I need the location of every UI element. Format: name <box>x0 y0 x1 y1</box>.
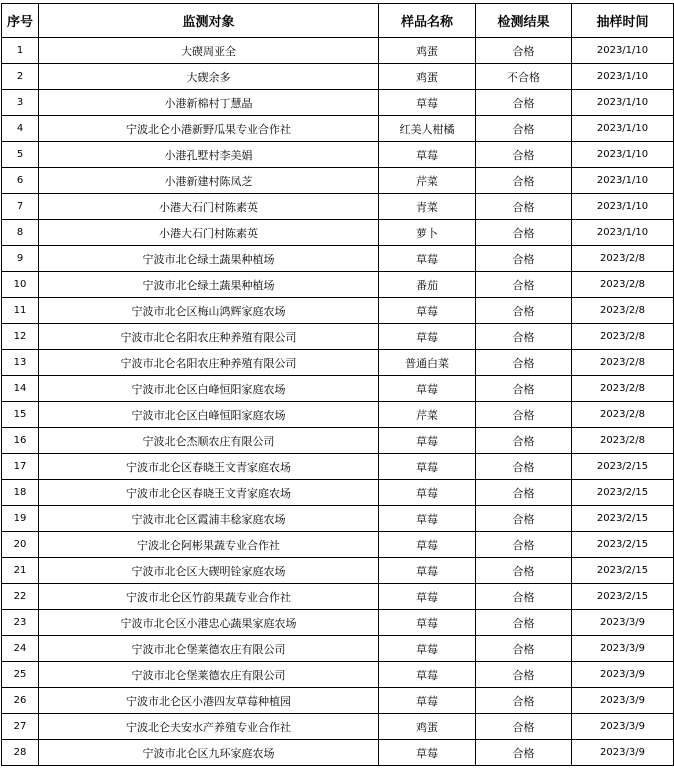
table-row <box>2 740 674 766</box>
table-row <box>2 64 674 90</box>
cell-sample-name: 草莓 <box>379 480 476 506</box>
cell-sample-name: 草莓 <box>379 740 476 766</box>
cell-seq: 28 <box>2 740 39 766</box>
cell-seq: 3 <box>2 90 39 116</box>
cell-seq: 18 <box>2 480 39 506</box>
cell-seq: 19 <box>2 506 39 532</box>
table-row <box>2 714 674 740</box>
table-row <box>2 142 674 168</box>
cell-test-result: 合格 <box>476 740 572 766</box>
cell-seq: 24 <box>2 636 39 662</box>
cell-test-result: 合格 <box>476 350 572 376</box>
table-row <box>2 376 674 402</box>
cell-sampling-date: 2023/3/9 <box>572 740 674 766</box>
cell-monitored-subject: 宁波北仑小港新野瓜果专业合作社 <box>39 116 379 142</box>
cell-sample-name: 草莓 <box>379 90 476 116</box>
cell-test-result: 合格 <box>476 454 572 480</box>
table-row <box>2 272 674 298</box>
cell-monitored-subject: 宁波市北仑堡莱德农庄有限公司 <box>39 662 379 688</box>
table-row <box>2 428 674 454</box>
cell-sample-name: 草莓 <box>379 610 476 636</box>
table-row <box>2 116 674 142</box>
cell-sampling-date: 2023/1/10 <box>572 168 674 194</box>
cell-sample-name: 草莓 <box>379 584 476 610</box>
table-row <box>2 688 674 714</box>
table-row <box>2 298 674 324</box>
cell-seq: 1 <box>2 38 39 64</box>
cell-sample-name: 草莓 <box>379 506 476 532</box>
cell-seq: 15 <box>2 402 39 428</box>
cell-seq: 21 <box>2 558 39 584</box>
cell-monitored-subject: 小港新建村陈凤芝 <box>39 168 379 194</box>
cell-test-result: 合格 <box>476 610 572 636</box>
table-row <box>2 506 674 532</box>
cell-sampling-date: 2023/2/8 <box>572 402 674 428</box>
cell-sample-name: 鸡蛋 <box>379 714 476 740</box>
cell-test-result: 合格 <box>476 584 572 610</box>
cell-test-result: 合格 <box>476 558 572 584</box>
cell-sampling-date: 2023/2/15 <box>572 480 674 506</box>
cell-monitored-subject: 宁波市北仑区白峰恒阳家庭农场 <box>39 402 379 428</box>
cell-sampling-date: 2023/1/10 <box>572 38 674 64</box>
cell-test-result: 合格 <box>476 298 572 324</box>
cell-sampling-date: 2023/1/10 <box>572 142 674 168</box>
cell-seq: 2 <box>2 64 39 90</box>
cell-sample-name: 鸡蛋 <box>379 38 476 64</box>
cell-sample-name: 鸡蛋 <box>379 64 476 90</box>
cell-monitored-subject: 宁波市北仑名阳农庄种养殖有限公司 <box>39 324 379 350</box>
cell-sampling-date: 2023/2/15 <box>572 532 674 558</box>
cell-test-result: 合格 <box>476 220 572 246</box>
cell-test-result: 合格 <box>476 662 572 688</box>
cell-sampling-date: 2023/1/10 <box>572 64 674 90</box>
cell-sampling-date: 2023/1/10 <box>572 220 674 246</box>
table-row <box>2 480 674 506</box>
cell-sampling-date: 2023/2/8 <box>572 324 674 350</box>
table-row <box>2 454 674 480</box>
cell-monitored-subject: 宁波市北仑区梅山鸿辉家庭农场 <box>39 298 379 324</box>
cell-seq: 11 <box>2 298 39 324</box>
cell-seq: 10 <box>2 272 39 298</box>
cell-sample-name: 普通白菜 <box>379 350 476 376</box>
table-row <box>2 350 674 376</box>
cell-seq: 13 <box>2 350 39 376</box>
cell-monitored-subject: 大碶余多 <box>39 64 379 90</box>
header-sample-name: 样品名称 <box>379 4 476 38</box>
table-row <box>2 324 674 350</box>
cell-sampling-date: 2023/2/8 <box>572 272 674 298</box>
cell-test-result: 不合格 <box>476 64 572 90</box>
cell-seq: 27 <box>2 714 39 740</box>
cell-seq: 22 <box>2 584 39 610</box>
cell-test-result: 合格 <box>476 246 572 272</box>
table-body <box>2 38 674 766</box>
cell-monitored-subject: 宁波北仑阿彬果蔬专业合作社 <box>39 532 379 558</box>
cell-sampling-date: 2023/1/10 <box>572 194 674 220</box>
cell-sample-name: 草莓 <box>379 142 476 168</box>
cell-sample-name: 草莓 <box>379 454 476 480</box>
cell-sample-name: 草莓 <box>379 662 476 688</box>
cell-sampling-date: 2023/1/10 <box>572 90 674 116</box>
cell-sample-name: 芹菜 <box>379 402 476 428</box>
cell-monitored-subject: 宁波市北仑区竹韵果蔬专业合作社 <box>39 584 379 610</box>
cell-sample-name: 红美人柑橘 <box>379 116 476 142</box>
cell-sampling-date: 2023/3/9 <box>572 688 674 714</box>
cell-sampling-date: 2023/2/8 <box>572 350 674 376</box>
cell-sample-name: 草莓 <box>379 636 476 662</box>
cell-seq: 25 <box>2 662 39 688</box>
cell-seq: 5 <box>2 142 39 168</box>
cell-test-result: 合格 <box>476 168 572 194</box>
cell-test-result: 合格 <box>476 90 572 116</box>
cell-sampling-date: 2023/3/9 <box>572 610 674 636</box>
cell-sampling-date: 2023/2/8 <box>572 298 674 324</box>
cell-sample-name: 草莓 <box>379 428 476 454</box>
cell-sampling-date: 2023/2/8 <box>572 428 674 454</box>
cell-seq: 16 <box>2 428 39 454</box>
header-monitored-subject: 监测对象 <box>39 4 379 38</box>
cell-test-result: 合格 <box>476 428 572 454</box>
cell-monitored-subject: 小港大石门村陈素英 <box>39 220 379 246</box>
cell-sample-name: 草莓 <box>379 558 476 584</box>
cell-monitored-subject: 宁波市北仑区白峰恒阳家庭农场 <box>39 376 379 402</box>
cell-sampling-date: 2023/2/8 <box>572 376 674 402</box>
cell-monitored-subject: 宁波北仑杰顺农庄有限公司 <box>39 428 379 454</box>
cell-monitored-subject: 宁波市北仑区九环家庭农场 <box>39 740 379 766</box>
cell-seq: 7 <box>2 194 39 220</box>
table-row <box>2 662 674 688</box>
cell-seq: 8 <box>2 220 39 246</box>
table-header-row <box>2 4 674 38</box>
cell-seq: 20 <box>2 532 39 558</box>
cell-seq: 23 <box>2 610 39 636</box>
table-row <box>2 610 674 636</box>
header-test-result: 检测结果 <box>476 4 572 38</box>
cell-sampling-date: 2023/3/9 <box>572 636 674 662</box>
cell-sample-name: 萝卜 <box>379 220 476 246</box>
cell-sample-name: 草莓 <box>379 298 476 324</box>
table-row <box>2 168 674 194</box>
cell-sample-name: 草莓 <box>379 532 476 558</box>
cell-monitored-subject: 宁波市北仑名阳农庄种养殖有限公司 <box>39 350 379 376</box>
cell-sample-name: 青菜 <box>379 194 476 220</box>
cell-sampling-date: 2023/3/9 <box>572 662 674 688</box>
cell-test-result: 合格 <box>476 714 572 740</box>
cell-sampling-date: 2023/3/9 <box>572 714 674 740</box>
cell-test-result: 合格 <box>476 324 572 350</box>
cell-monitored-subject: 宁波市北仑区小港四友草莓种植园 <box>39 688 379 714</box>
cell-test-result: 合格 <box>476 532 572 558</box>
header-sampling-date: 抽样时间 <box>572 4 674 38</box>
cell-monitored-subject: 宁波市北仑区霞浦丰稔家庭农场 <box>39 506 379 532</box>
inspection-table <box>1 3 674 766</box>
table-row <box>2 558 674 584</box>
table-row <box>2 636 674 662</box>
cell-seq: 26 <box>2 688 39 714</box>
table-row <box>2 90 674 116</box>
table-row <box>2 402 674 428</box>
cell-sample-name: 草莓 <box>379 688 476 714</box>
cell-seq: 6 <box>2 168 39 194</box>
table-row <box>2 584 674 610</box>
cell-test-result: 合格 <box>476 142 572 168</box>
cell-sample-name: 草莓 <box>379 376 476 402</box>
cell-monitored-subject: 宁波北仑夫安水产养殖专业合作社 <box>39 714 379 740</box>
header-seq: 序号 <box>2 4 39 38</box>
cell-test-result: 合格 <box>476 116 572 142</box>
cell-sample-name: 草莓 <box>379 246 476 272</box>
cell-sampling-date: 2023/2/15 <box>572 584 674 610</box>
cell-monitored-subject: 宁波市北仑绿土蔬果种植场 <box>39 246 379 272</box>
cell-monitored-subject: 宁波市北仑堡莱德农庄有限公司 <box>39 636 379 662</box>
cell-monitored-subject: 宁波市北仑绿土蔬果种植场 <box>39 272 379 298</box>
table-row <box>2 38 674 64</box>
cell-sample-name: 番茄 <box>379 272 476 298</box>
cell-seq: 17 <box>2 454 39 480</box>
cell-sampling-date: 2023/1/10 <box>572 116 674 142</box>
cell-test-result: 合格 <box>476 272 572 298</box>
cell-monitored-subject: 宁波市北仑区春晓王文青家庭农场 <box>39 454 379 480</box>
cell-monitored-subject: 小港新棉村丁慧晶 <box>39 90 379 116</box>
cell-monitored-subject: 小港大石门村陈素英 <box>39 194 379 220</box>
cell-sample-name: 芹菜 <box>379 168 476 194</box>
table-row <box>2 194 674 220</box>
cell-sampling-date: 2023/2/15 <box>572 454 674 480</box>
cell-sampling-date: 2023/2/15 <box>572 506 674 532</box>
cell-seq: 12 <box>2 324 39 350</box>
cell-test-result: 合格 <box>476 480 572 506</box>
table-row <box>2 532 674 558</box>
cell-seq: 4 <box>2 116 39 142</box>
cell-seq: 14 <box>2 376 39 402</box>
cell-test-result: 合格 <box>476 688 572 714</box>
cell-monitored-subject: 大碶周亚全 <box>39 38 379 64</box>
cell-monitored-subject: 宁波市北仑区春晓王文青家庭农场 <box>39 480 379 506</box>
cell-sampling-date: 2023/2/15 <box>572 558 674 584</box>
cell-sample-name: 草莓 <box>379 324 476 350</box>
cell-seq: 9 <box>2 246 39 272</box>
cell-test-result: 合格 <box>476 376 572 402</box>
cell-sampling-date: 2023/2/8 <box>572 246 674 272</box>
cell-test-result: 合格 <box>476 506 572 532</box>
table-row <box>2 220 674 246</box>
cell-monitored-subject: 宁波市北仑区小港忠心蔬果家庭农场 <box>39 610 379 636</box>
cell-test-result: 合格 <box>476 636 572 662</box>
cell-test-result: 合格 <box>476 402 572 428</box>
cell-test-result: 合格 <box>476 194 572 220</box>
table-row <box>2 246 674 272</box>
cell-test-result: 合格 <box>476 38 572 64</box>
cell-monitored-subject: 宁波市北仑区大碶明铨家庭农场 <box>39 558 379 584</box>
cell-monitored-subject: 小港孔墅村李美娟 <box>39 142 379 168</box>
